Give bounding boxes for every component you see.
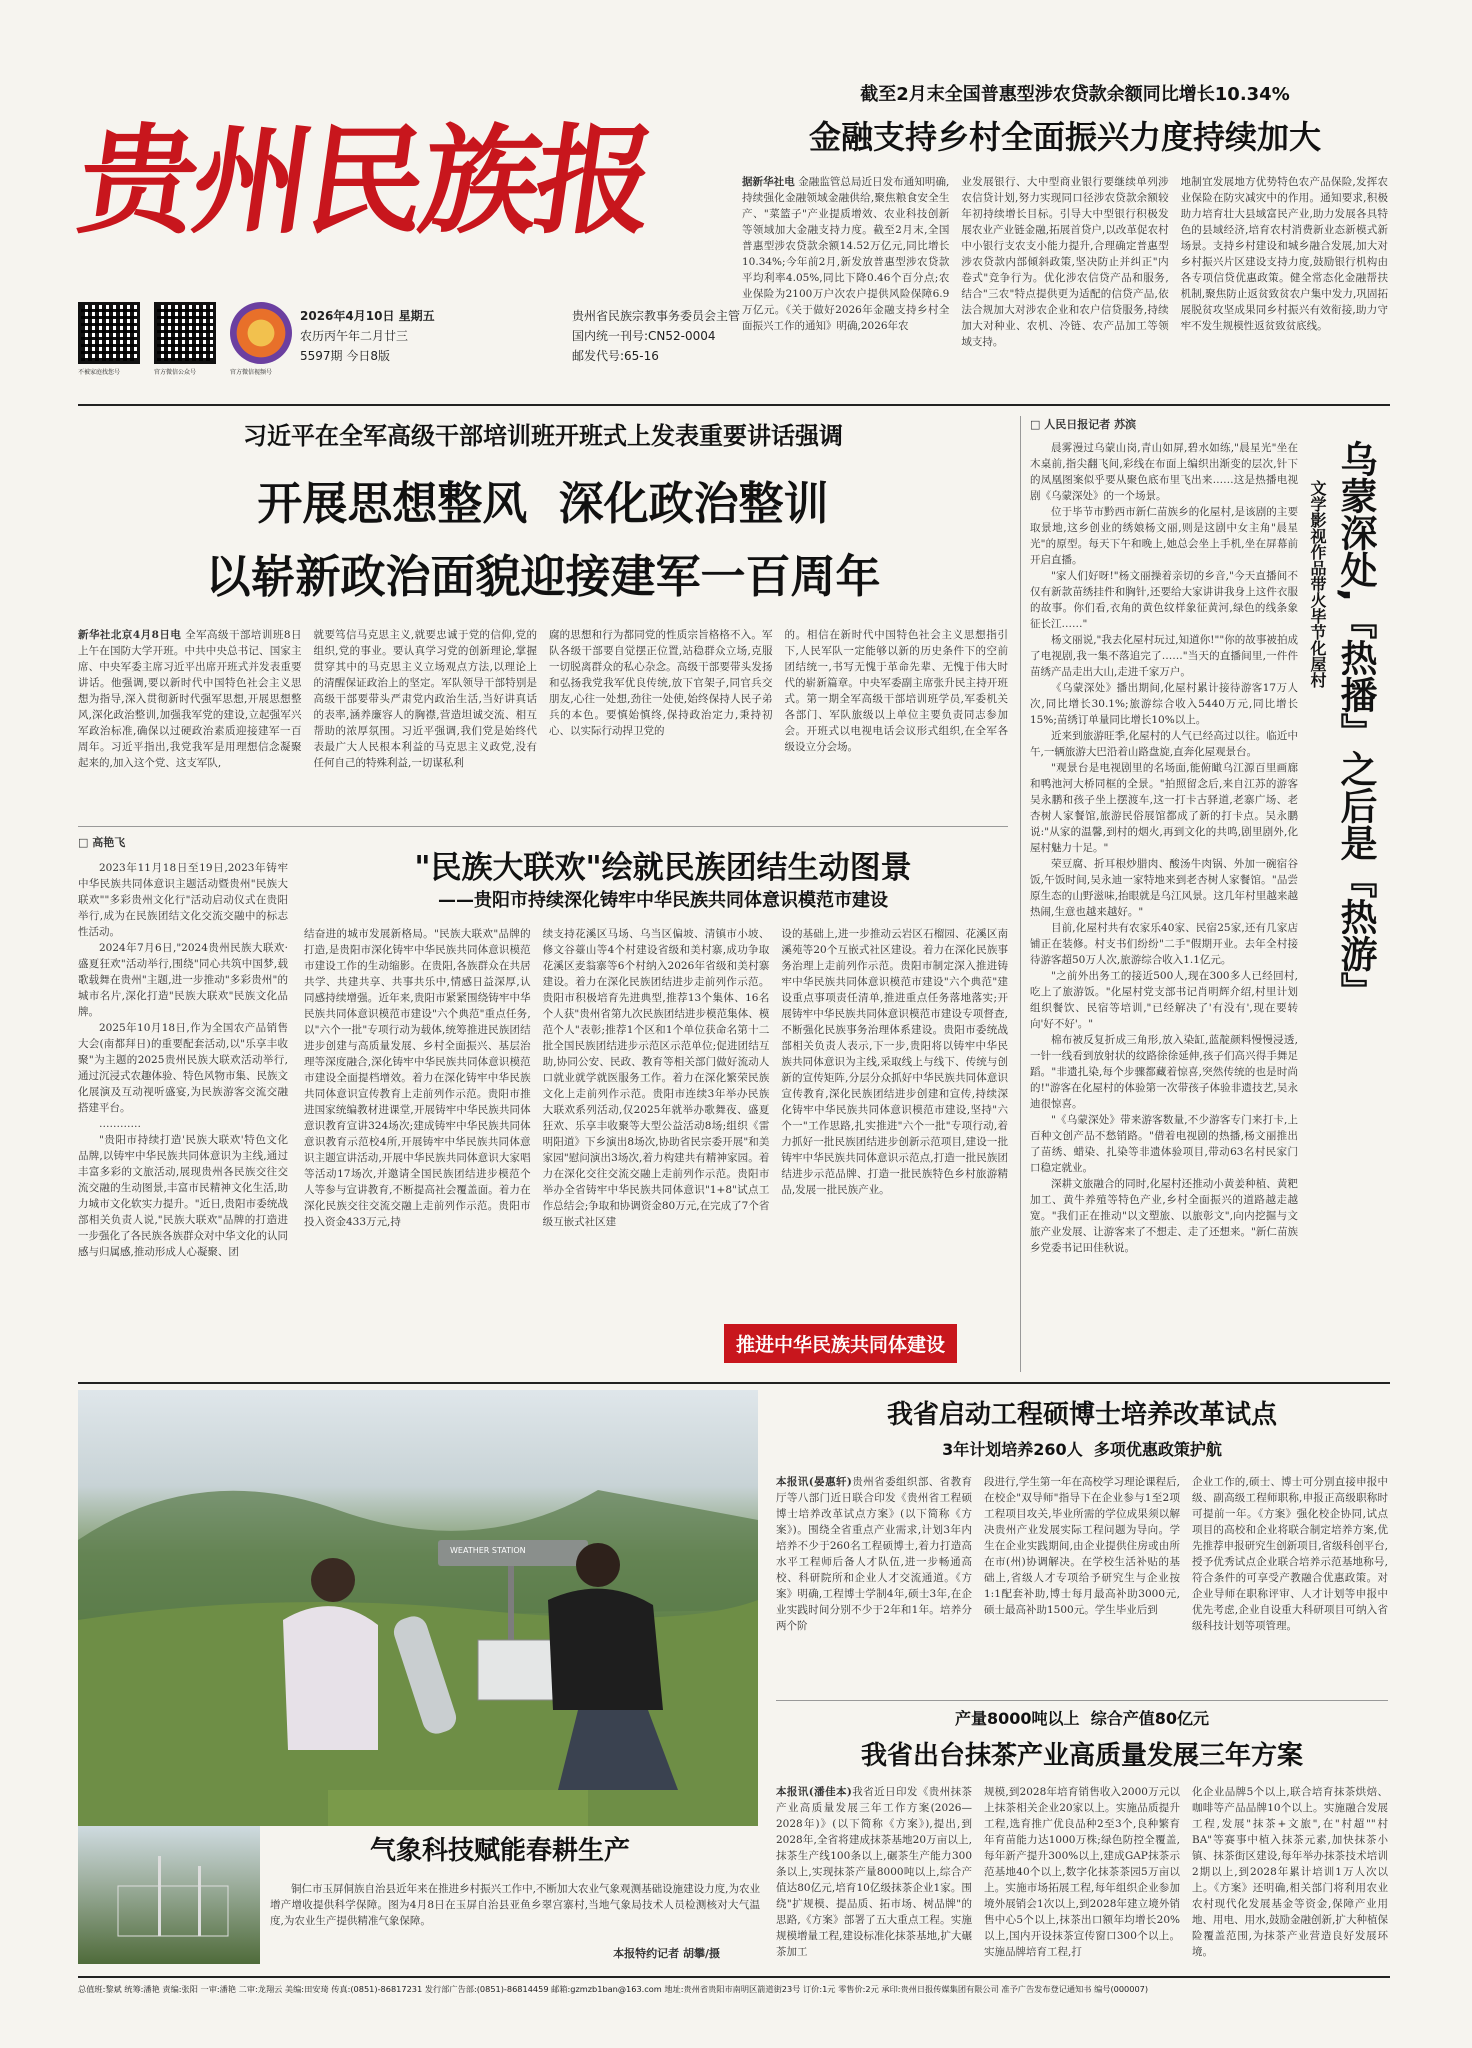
photo-story[interactable] bbox=[270, 1830, 760, 1970]
post-code: 邮发代号:65-16 bbox=[571, 349, 659, 363]
paragraph: 《乌蒙深处》播出期间,化屋村累计接待游客17万人次,同比增长30.1%;旅游综合收入5440万元,同比增长15%;苗绣订单量同比增长10%以上。 bbox=[1030, 682, 1298, 726]
divider bbox=[776, 1700, 1388, 1701]
inset-photo bbox=[78, 1826, 260, 1964]
lead-body bbox=[78, 627, 1008, 787]
unity-story[interactable] bbox=[78, 834, 1008, 1372]
article-column: 规模,到2028年培育销售收入2000万元以上抹茶相关企业20家以上。实施品质提升工程,选育推广优良品种2至3个,良种繁育年育苗能力达1000万株;绿色防控全覆盖,每年新产提升300%以上,建成GAP抹茶示范基地40个以上,数字化抹茶茶园5万亩以上。实施市场拓展工程,每年组织企业参加境外展销会1次以上,到2028年建立境外销售中心5个以上,抹茶出口额年均增长20%以上,国内开设抹茶宣传窗口300个以上。实施品牌培育工程,打 bbox=[984, 1786, 1180, 1958]
tea-kicker: 产量8000吨以上 综合产值80亿元 bbox=[955, 1709, 1209, 1728]
article-column: 腐的思想和行为都同党的性质宗旨格格不入。军队各级干部要自觉摆正位置,站稳群众立场,克服一切脱离群众的私心杂念。高级干部要带头发扬和弘扬我党我军优良传统,放下官架子,同官兵交朋友,心往一处想,劲往一处使,始终保持人民子弟兵的本色。要慎始慎终,保持政治定力,秉持初心、以实际行动捍卫党的 bbox=[549, 629, 773, 737]
article-column: 化企业品牌5个以上,联合培育抹茶烘焙、咖啡等产品品牌10个以上。实施融合发展工程,发展"抹茶+文旅",在"村超""村BA"等赛事中植入抹茶元素,加快抹茶小镇、抹茶街区建设,每年举办抹茶技术培训2期以上,到2028年累计培训1万人次以上。《方案》还明确,相关部门将利用农业农村现代化发展基金等资金,保障产业用地、用电、用水,鼓励金融创新,扩大种植保险覆盖范围,为抹茶产业营造良好发展环境。 bbox=[1192, 1786, 1388, 1958]
video-account-icon bbox=[230, 302, 292, 364]
article-column: 业发展银行、大中型商业银行要继续单列涉农信贷计划,努力实现同口径涉农贷款余额较年初持续增长目标。引导大中型银行积极发展农业产业链金融,拓展首贷户,以改革促农村中小银行支农支小能力提升,合理确定普惠型涉农贷款内部倾斜政策,坚决防止并纠正"内卷式"竞争行为。优化涉农信贷产品和服务,结合"三农"特点提供更为适配的信贷产品,依法合规加大对涉农企业和农户信贷服务,持续加大对种业、农机、冷链、农产品加工等领域支持。 bbox=[961, 176, 1169, 348]
doctor-subheadline: 3年计划培养260人 多项优惠政策护航 bbox=[942, 1440, 1222, 1459]
unity-headline: "民族大联欢"绘就民族团结生动图景 bbox=[414, 850, 912, 886]
lead-headline-2: 以崭新政治面貌迎接建军一百周年 bbox=[205, 550, 881, 603]
author-name: 高艳飞 bbox=[92, 836, 126, 849]
top-story-kicker: 截至2月末全国普惠型涉农贷款余额同比增长10.34% bbox=[860, 84, 1290, 105]
paragraph: 2024年7月6日,"2024贵州民族大联欢·盛夏狂欢"活动举行,围绕"同心共筑中国梦,载歌载舞在贵州"主题,进一步推动"多彩贵州"的城市名片,深化打造"民族大联欢"民族文化品牌。 bbox=[78, 942, 288, 1018]
lead-headline-1: 开展思想整风 深化政治整训 bbox=[257, 477, 829, 530]
qr-label: 不被家庭找您号 bbox=[78, 369, 121, 376]
paragraph: 位于毕节市黔西市新仁苗族乡的化屋村,是该剧的主要取景地,这乡创业的绣娘杨文丽,则是这剧中女主角"晨星光"的原型。每天下午和晚上,她总会坐上手机,坐在屏幕前开启直播。 bbox=[1030, 506, 1298, 566]
paragraph: 晨雾漫过乌蒙山岗,青山如屏,碧水如练,"晨星光"坐在木桌前,指尖翻飞间,彩线在布面上编织出渐变的层次,针下的凤凰图案似乎要从聚色底布里飞出来……这是热播电视剧《乌蒙深处》的一个场景。 bbox=[1030, 442, 1298, 502]
unity-intro bbox=[78, 860, 288, 1360]
article-column: 我省近日印发《贵州抹茶产业高质量发展三年工作方案(2026—2028年)》(以下简称《方案》),提出,到2028年,全省将建成抹茶基地20万亩以上,抹茶生产线100条以上,碾茶生产能力300条以上,实现抹茶产量8000吨以上,综合产值达80亿元,培育10亿级抹茶企业1家。围绕"扩规模、提品质、拓市场、树品牌"的思路,《方案》部署了五大重点工程。实施规模增量工程,建设标准化抹茶基地,扩大碾茶加工 bbox=[776, 1786, 972, 1958]
paragraph: 2023年11月18日至19日,2023年铸牢中华民族共同体意识主题活动暨贵州"民族大联欢""多彩贵州文化行"活动启动仪式在贵阳举行,成为在民族团结文化交流交融中的标志性活动。 bbox=[78, 862, 288, 938]
dateline: 据新华社电 bbox=[742, 176, 795, 188]
article-column: 续支持花溪区马场、乌当区偏坡、清镇市小坡、修文谷薹山等4个村建设省级和美村寨,成功争取花溪区麦翁寨等6个村纳入2026年省级和美村寨建设。着力在深化民族团结进步走前列作示范。贵阳市积极培育先进典型,推荐13个集体、16名个人获"贵州省第九次民族团结进步模范集体、模范个人"表彰;推荐1个区和1个单位获命名第十二批全国民族团结进步示范区示范单位;促进团结互助,协同公安、民政、教育等相关部门做好流动人口就业就学就医服务工作。着力在深化繁荣民族文化上走前列作示范。贵阳市连续3年举办民族大联欢系列活动,仅2025年就举办歌舞夜、盛夏狂欢、乐享丰收聚等大型公益活动8场;组织《雷明阳道》下乡演出8场次,协助省民宗委开展"和美家园"慰问演出3场次,着力构建共有精神家园。着力在深化交往交流交融上走前列作示范。贵阳市举办全省铸牢中华民族共同体意识"1+8"试点工作总结会;争取和协调资金80万元,在完成了7个省级互嵌式社区建 bbox=[542, 928, 770, 1228]
paragraph: "《乌蒙深处》带来游客数量,不少游客专门来打卡,上百种文创产品不愁销路。"借着电视剧的热播,杨文丽推出了苗绣、蜡染、扎染等非遗体验项目,带动63名村民家门口稳定就业。 bbox=[1030, 1114, 1298, 1174]
section-tag[interactable]: 推进中华民族共同体建设 bbox=[724, 1324, 957, 1363]
side-feature-author: □ 人民日报记者 苏滨 bbox=[1030, 418, 1137, 431]
lead-story[interactable] bbox=[78, 416, 1008, 769]
paragraph: "之前外出务工的接近500人,现在300多人已经回村,吃上了旅游饭。"化屋村党支部书记肖明辉介绍,村里计划组织餐饮、民宿等培训,"已经解决了'有没有',现在要转向'好不好'。" bbox=[1030, 970, 1298, 1030]
photo-caption: 铜仁市玉屏侗族自治县近年来在推进乡村振兴工作中,不断加大农业气象观测基础设施建设力度,为农业增产增收提供科学保障。图为4月8日在玉屏自治县亚鱼乡翠宫寨村,当地气象局技术人员检测核对大气温度,为农业生产提供精准气象保障。 bbox=[270, 1883, 760, 1927]
side-feature[interactable] bbox=[1030, 416, 1390, 1372]
qr-image bbox=[154, 302, 216, 364]
cn-number: 国内统一刊号:CN52-0004 bbox=[571, 329, 716, 343]
unity-author: □ 高艳飞 bbox=[78, 836, 126, 849]
article-column: 地制宜发展地方优势特色农产品保险,发挥农业保险在防灾减灾中的作用。通知要求,积极助力培育壮大县域富民产业,助力发展各具特色的县域经济,培育农村消费新业态新模式新场景。支持乡村建设和城乡融合发展,加大对乡村振兴片区建设支持力度,鼓励银行机构由各专项信贷优惠政策。健全常态化金融帮扶机制,聚焦防止返贫致贫农户集中发力,巩固拓展脱贫攻坚成果同乡村振兴有效衔接,助力守牢不发生规模性返贫致贫底线。 bbox=[1180, 176, 1388, 332]
article-column: 就要笃信马克思主义,就要忠诚于党的信仰,党的组织,党的事业。要认真学习党的创新理论,掌握贯穿其中的马克思主义立场观点方法,以理论上的清醒保证政治上的坚定。军队领导干部特别是高级干部要带头严肃党内政治生活,当好讲真话的表率,涵养廉容人的胸襟,营造坦诚交流、相互帮助的浓厚氛围。习近平强调,我们党是始终代表最广大人民根本利益的马克思主义政党,没有任何自己的特殊利益,一切谋私利 bbox=[313, 629, 537, 769]
dateline: 本报讯(潘佳本) bbox=[776, 1786, 852, 1798]
paragraph: 深耕文旅融合的同时,化屋村还推动小黄姜种植、黄粑加工、黄牛养殖等特色产业,乡村全面振兴的道路越走越宽。"我们正在推动"以文塑旅、以旅彰文",向内挖掘与文旅产业发展、让游客来了不想走、走了还想来。"新仁苗族乡党委书记田佳秋说。 bbox=[1030, 1178, 1298, 1254]
article-column: 段进行,学生第一年在高校学习理论课程后,在校企"双导师"指导下在企业参与1至2项工程项目攻关,毕业所需的学位成果须以解决贵州产业发展实际工程问题为导向。学生在企业实践期间,由企业提供住房或由所在市(州)协调解决。在学校生活补贴的基础上,省级人才专项给予研究生与企业按1:1配套补助,博士每月最高补助3000元,硕士最高补助1500元。学生毕业后到 bbox=[984, 1476, 1180, 1616]
photo-illustration bbox=[78, 1390, 758, 1826]
author-name: 人民日报记者 苏滨 bbox=[1044, 418, 1137, 431]
paragraph: 2025年10月18日,作为全国农产品销售大会(南都拜日)的重要配套活动,以"乐享丰收聚"为主题的2025贵州民族大联欢活动举行,通过沉浸式农趣体验、特色风物市集、民族文化展演及互动视听盛宴,为民族游客交流交融搭建平台。 bbox=[78, 1022, 288, 1114]
masthead bbox=[70, 78, 720, 278]
article-column: 结奋进的城市发展新格局。"民族大联欢"品牌的打造,是贵阳市深化铸牢中华民族共同体意识模范市建设工作的生动缩影。在贵阳,各族群众在共居共学、共建共享、共事共乐中,情感日益深厚,认同感持续增强。近年来,贵阳市紧紧围绕铸牢中华民族共同体意识模范市建设"六个典范"重点任务,以"六个一批"专项行动为载体,统筹推进民族团结进步创建与高质量发展、乡村全面振兴、基层治理等深度融合,深化铸牢中华民族共同体意识模范市建设全面提档增效。着力在深化铸牢中华民族共同体意识宣传教育上走前列作示范。贵阳市推进国家统编教材进课堂,开展铸牢中华民族共同体意识教育宣讲324场次;建成铸牢中华民族共同体意识教育示范校4所,开展铸牢中华民族共同体意识主题宣讲活动,开展中华民族共同体意识大家唱等活动17场次,并邀请全国民族团结进步模范个人等参与宣讲教育,不断提高社会覆盖面。着力在深化民族交往交流交融上走前列作示范。贵阳市投入资金433万元,持 bbox=[304, 928, 531, 1228]
dateline: 新华社北京4月8日电 bbox=[78, 629, 182, 641]
qr-code-3[interactable] bbox=[230, 302, 292, 382]
dateline: 本报讯(晏惠轩) bbox=[776, 1476, 852, 1488]
issue-info bbox=[300, 306, 740, 366]
doctor-body bbox=[776, 1474, 1388, 1688]
unity-subheadline: ——贵阳市持续深化铸牢中华民族共同体意识模范市建设 bbox=[438, 890, 888, 911]
article-column: 贵州省委组织部、省教育厅等八部门近日联合印发《贵州省工程硕博士培养改革试点方案》(以下简称《方案》)。围绕全省重点产业需求,计划3年内培养不少于260名工程硕博士,着力打造高水平工程师后备人才队伍,进一步畅通高校、科研院所和企业人才交流通道。《方案》明确,工程博士学制4年,硕士3年,在企业实践时间分别不少于2年和1年。培养分两个阶 bbox=[776, 1476, 972, 1632]
paragraph: "贵阳市持续打造'民族大联欢'特色文化品牌,以铸牢中华民族共同体意识为主线,通过丰富多彩的文旅活动,展现贵州各民族交往交流交融的生动图景,丰富市民精神文化生活,助力城市文化软实力提升。"近日,贵阳市委统战部相关负责人说,"民族大联欢"品牌的打造进一步强化了各民族各族群众对中华文化的认同感与归属感,推动形成人心凝聚、团 bbox=[78, 1134, 288, 1258]
top-story-headline: 金融支持乡村全面振兴力度持续加大 bbox=[808, 118, 1321, 156]
photo-headline: 气象科技赋能春耕生产 bbox=[370, 1836, 631, 1866]
qr-codes bbox=[78, 302, 278, 382]
qr-label: 官方微信视频号 bbox=[230, 369, 273, 376]
tea-story[interactable] bbox=[776, 1706, 1388, 1970]
unity-body bbox=[304, 926, 1008, 1366]
issue-date: 2026年4月10日 星期五 bbox=[300, 309, 435, 323]
doctor-story[interactable] bbox=[776, 1394, 1388, 1694]
sponsor: 贵州省民族宗教事务委员会主管 bbox=[571, 309, 740, 323]
divider bbox=[78, 1382, 1390, 1384]
paragraph: 杨文丽说,"我去化屋村玩过,知道你!""你的故事被拍成了电视剧,我一集不落追完了……"当天的直播间里,一件件苗绣产品走出大山,走进千家万户。 bbox=[1030, 634, 1298, 678]
qr-code-2[interactable] bbox=[154, 302, 216, 382]
paragraph: 棉布被反复折成三角形,放入染缸,蓝靛颜料慢慢浸透,一针一线看到放射状的纹路徐徐延伸,孩子们高兴得手舞足蹈。"非遗扎染,每个步骤都藏着惊喜,突然传统的也是时尚的!"游客在化屋村的体验第一次带孩子体验非遗技艺,吴永迪很惊喜。 bbox=[1030, 1034, 1298, 1110]
paragraph: "家人们好呀!"杨文丽操着亲切的乡音,"今天直播间不仅有新款苗绣挂件和胸针,还要给大家讲讲我身上这件衣服的故事。你们看,衣角的黄色纹样象征黄河,绿色的线条象征长江……" bbox=[1030, 570, 1298, 630]
inset-illustration bbox=[78, 1826, 260, 1964]
article-column: 全军高级干部培训班8日上午在国防大学开班。中共中央总书记、国家主席、中央军委主席习近平出席开班式并发表重要讲话。他强调,要以新时代中国特色社会主义思想为指导,深入贯彻新时代强军思想,开展思想整风,深化政治整训,加强我军党的建设,立起强军兴军政治标准,确保以过硬政治素质迎接建军一百周年。习近平指出,我党我军是用理想信念凝聚起来的,加入这个党、这支军队, bbox=[78, 629, 302, 769]
divider bbox=[78, 826, 1008, 827]
article-column: 设的基础上,进一步推动云岩区石榴园、花溪区南溪苑等20个互嵌式社区建设。着力在深化民族事务治理上走前列作示范。贵阳市制定深入推进铸牢中华民族共同体意识模范市建设"六个典范"建设重点事项责任清单,推进重点任务落地落实;开展铸牢中华民族共同体意识模范市建设专项督查,不断强化民族事务治理体系建设。贵阳市委统战部相关负责人表示,下一步,贵阳将以铸牢中华民族共同体意识为主线,采取线上与线下、传统与创新的宣传矩阵,分层分众抓好中华民族共同体意识宣传教育,深化民族团结进步创建和宣传,持续深化铸牢中华民族共同体意识模范市建设,坚持"六个一"工作思路,扎实推进"六个一批"专项行动,着力抓好一批民族团结进步创新示范项目,建设一批铸牢中华民族共同体意识示范点,打造一批民族团结进步示范品牌、打造一批民族特色乡村旅游精品,发展一批民族产业。 bbox=[781, 928, 1009, 1196]
side-feature-headline: 乌蒙深处,『热播』之后是『热游』 bbox=[1334, 440, 1377, 1010]
issue-number: 5597期 今日8版 bbox=[300, 349, 390, 363]
instrument-label: WEATHER STATION bbox=[450, 1546, 526, 1555]
top-story-body bbox=[742, 174, 1388, 354]
divider bbox=[1020, 416, 1021, 1372]
qr-image bbox=[78, 302, 140, 364]
side-feature-body bbox=[1030, 440, 1298, 1360]
divider bbox=[78, 404, 1390, 406]
article-column: 的。相信在新时代中国特色社会主义思想指引下,人民军队一定能够以新的历史条件下的空前团结统一,书写无愧于革命先辈、无愧于伟大时代的崭新篇章。中央军委副主席张升民主持开班式。第一期全军高级干部培训班学员,军委机关各部门、军队旅级以上单位主要负责同志参加会。开班式以电视电话会议形式组织,在全军各级设立分会场。 bbox=[784, 629, 1008, 753]
top-story[interactable] bbox=[742, 80, 1388, 390]
paragraph: 荣豆腐、折耳根炒腊肉、酸汤牛肉锅、外加一碗宿谷饭,午饭时间,吴永迪一家特地来到老杏树人家餐馆。"品尝原生态的山野滋味,抬眼就是乌江风景。这几年村里越来越热闹,生意也越来越好。" bbox=[1030, 858, 1298, 918]
footer-rule bbox=[78, 1976, 1390, 1978]
paragraph: 近来到旅游旺季,化屋村的人气已经高过以往。临近中午,一辆旅游大巴沿着山路盘旋,直奔化屋观景台。 bbox=[1030, 730, 1298, 758]
tea-headline: 我省出台抹茶产业高质量发展三年方案 bbox=[860, 1741, 1303, 1771]
qr-label: 官方微信公众号 bbox=[154, 369, 197, 376]
qr-code-1[interactable] bbox=[78, 302, 140, 382]
article-column: 企业工作的,硕士、博士可分别直接申报中级、副高级工程师职称,申报正高级职称时可提前一年。《方案》强化校企协同,试点项目的高校和企业将联合制定培养方案,优先推荐申报研究生创新项目,省级科创平台,授予优秀试点企业联合培养示范基地称号,符合条件的可享受产教融合优惠政策。对企业导师在职称评审、人才计划等申报中优先考虑,企业自设重大科研项目可纳入省级科技计划等项管理。 bbox=[1192, 1476, 1388, 1632]
newspaper-logo: 贵州民族报 bbox=[70, 111, 660, 250]
weather-station-photo bbox=[78, 1390, 758, 1826]
article-column: 金融监管总局近日发布通知明确,持续强化金融领域金融供给,聚焦粮食安全生产、"菜篮子"产业提质增效、农业科技创新等领域加大金融支持力度。截至2月末,全国普惠型涉农贷款余额14.52万亿元,同比增长10.34%;今年前2月,新发放普惠型涉农贷款平均利率4.05%,同比下降0.46个百分点;农业保险为2100万户次农户提供风险保障6.9万亿元。《关于做好2026年金融支持乡村全面振兴工作的通知》明确,2026年农 bbox=[742, 176, 950, 332]
paragraph: 目前,化屋村共有农家乐40家、民宿25家,还有几家店铺正在装修。村支书们纷纷"二手"假期开业。去年全村接待游客超50万人次,旅游综合收入1.1亿元。 bbox=[1030, 922, 1298, 966]
doctor-headline: 我省启动工程硕博士培养改革试点 bbox=[886, 1400, 1277, 1430]
tea-body bbox=[776, 1784, 1388, 1964]
lunar-date: 农历丙午年二月廿三 bbox=[300, 329, 409, 343]
lead-kicker: 习近平在全军高级干部培训班开班式上发表重要讲话强调 bbox=[243, 422, 843, 450]
footer: 总值班:黎斌 统筹:潘艳 责编:张阳 一审:潘艳 二审:龙翔云 美编:田安琦 传真:(0851)-86817231 发行部广告部:(0851)-86814459 邮箱:gzmzb1ban@163.com 地址:贵州省贵阳市南明区箭道街23号 订价:1元 零售价:2元 承印:贵州日报传媒集团有限公司 准予广告发布登记通知书 编号(000007) bbox=[78, 1984, 1149, 1994]
side-feature-subtitle: 文学影视作品带火毕节化屋村 bbox=[1308, 480, 1327, 688]
photo-credit: 本报特约记者 胡攀/摄 bbox=[613, 1947, 720, 1960]
paragraph: "观景台是电视剧里的名场面,能俯瞰乌江源百里画廊和鸭池河大桥同框的全景。"拍照留念后,来自江苏的游客吴永鹏和孩子坐上摆渡车,这一打卡古驿道,老寨广场、老杏树人家餐馆,旅游民俗展馆都成了新的打卡点。吴永鹏说:"从家的温馨,到村的烟火,再到文化的共鸣,剧里剧外,化屋村魅力十足。" bbox=[1030, 762, 1298, 854]
ellipsis: ………… bbox=[99, 1118, 141, 1130]
